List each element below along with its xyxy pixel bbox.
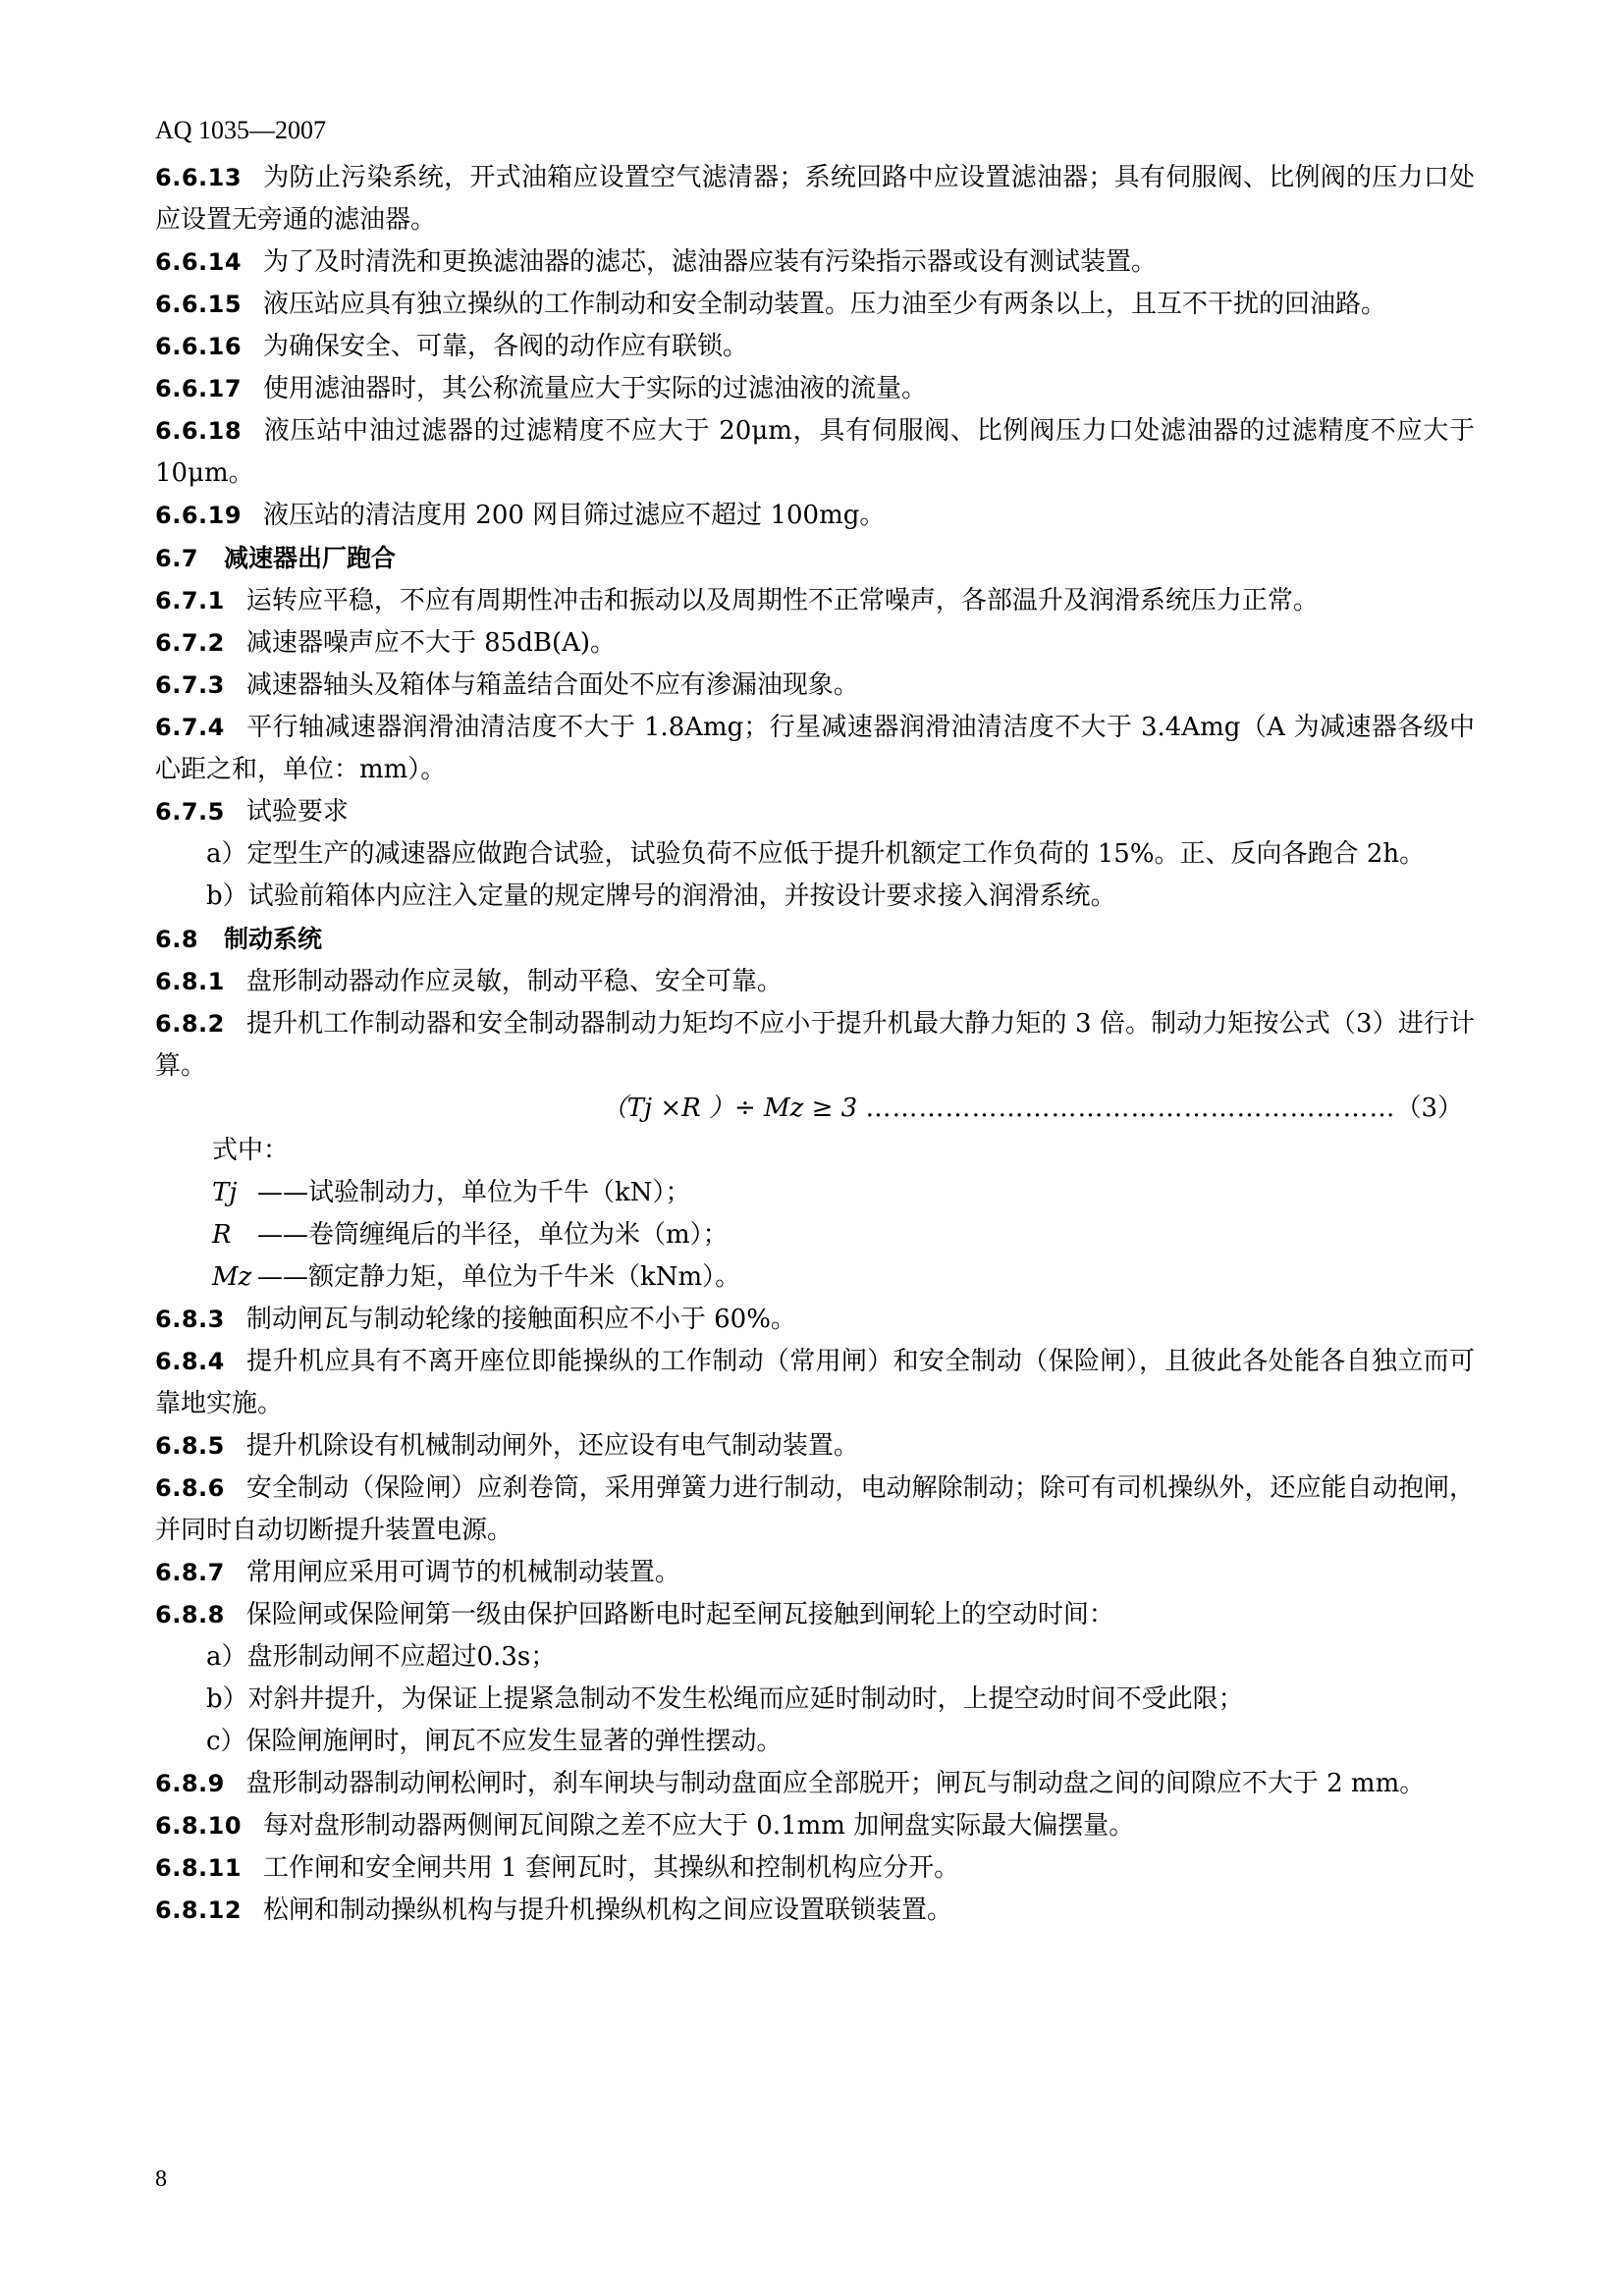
- clause-6-8-9: [155, 1763, 1475, 1805]
- clause-text: 工作闸和安全闸共用 1 套闸瓦时，其操纵和控制机构应分开。: [263, 1853, 960, 1883]
- clause-number: 6.8.9: [155, 1770, 225, 1797]
- section-title: 制动系统: [224, 925, 323, 953]
- clause-text: 平行轴减速器润滑油清洁度不大于 1.8Amg；行星减速器润滑油清洁度不大于 3.4Amg（A 为减速器各级中心距之和，单位：mm）。: [155, 713, 1475, 784]
- doc-header-code: AQ 1035—2007: [155, 116, 327, 144]
- section-number: 6.7: [155, 545, 199, 572]
- clause-text: 试验要求: [245, 797, 349, 827]
- clause-6-8-1: [155, 961, 1475, 1003]
- symbol-desc: ——额定静力矩，单位为千牛米（kNm）。: [257, 1262, 741, 1292]
- where-row-tj: [155, 1172, 1475, 1214]
- clause-6-6-17: [155, 368, 1475, 410]
- clause-6-6-15: [155, 284, 1475, 326]
- clause-number: 6.6.19: [155, 502, 243, 529]
- clause-number: 6.8.4: [155, 1348, 225, 1375]
- symbol-desc: ——试验制动力，单位为千牛（kN）；: [257, 1178, 691, 1207]
- clause-number: 6.8.2: [155, 1010, 225, 1038]
- clause-text: 安全制动（保险闸）应刹卷筒，采用弹簧力进行制动，电动解除制动；除可有司机操纵外，还应能自动抱闸，并同时自动切断提升装置电源。: [155, 1473, 1475, 1545]
- clause-text: 松闸和制动操纵机构与提升机操纵机构之间应设置联锁装置。: [263, 1896, 953, 1925]
- clause-number: 6.7.2: [155, 629, 225, 657]
- clause-number: 6.8.1: [155, 968, 225, 995]
- clause-6-8-11: [155, 1847, 1475, 1890]
- page-number: 8: [155, 2166, 167, 2192]
- clause-text: 减速器噪声应不大于 85dB(A)。: [245, 628, 617, 658]
- formula-3: [155, 1088, 1475, 1130]
- clause-number: 6.8.12: [155, 1896, 243, 1924]
- document-body: [155, 157, 1475, 1932]
- clause-text: 减速器轴头及箱体与箱盖结合面处不应有渗漏油现象。: [245, 670, 859, 700]
- clause-text: 常用闸应采用可调节的机械制动装置。: [245, 1558, 680, 1587]
- clause-6-8-6: [155, 1468, 1475, 1552]
- clause-6-8-8: [155, 1594, 1475, 1636]
- clause-6-6-16: [155, 326, 1475, 368]
- clause-text: 为了及时清洗和更换滤油器的滤芯，滤油器应装有污染指示器或设有测试装置。: [263, 247, 1158, 277]
- clause-text: 为确保安全、可靠，各阀的动作应有联锁。: [263, 332, 749, 361]
- clause-number: 6.8.5: [155, 1432, 225, 1460]
- sub-item-b: b）对斜井提升，为保证上提紧急制动不发生松绳而应延时制动时，上提空动时间不受此限；: [206, 1684, 1244, 1714]
- clause-text: 提升机应具有不离开座位即能操纵的工作制动（常用闸）和安全制动（保险闸），且彼此各处能各自独立而可靠地实施。: [155, 1347, 1475, 1418]
- clause-text: 使用滤油器时，其公称流量应大于实际的过滤油液的流量。: [263, 374, 928, 403]
- symbol: Tj: [212, 1178, 238, 1207]
- symbol: R: [212, 1220, 232, 1250]
- sub-item-b: b）试验前箱体内应注入定量的规定牌号的润滑油，并按设计要求接入润滑系统。: [206, 881, 1116, 911]
- clause-number: 6.8.11: [155, 1854, 243, 1882]
- clause-number: 6.6.15: [155, 291, 243, 318]
- clause-text: 液压站应具有独立操纵的工作制动和安全制动装置。压力油至少有两条以上，且互不干扰的回油路。: [263, 290, 1387, 319]
- clause-text: 提升机工作制动器和安全制动器制动力矩均不应小于提升机最大静力矩的 3 倍。制动力矩按公式（3）进行计算。: [155, 1009, 1475, 1081]
- clause-6-7-1: [155, 580, 1475, 622]
- formula-leader-dots: ……………………………………………………: [865, 1094, 1396, 1123]
- clause-number: 6.8.8: [155, 1601, 225, 1629]
- clause-6-8-12: [155, 1890, 1475, 1932]
- clause-6-7-5: [155, 791, 1475, 833]
- clause-text: 盘形制动器制动闸松闸时，刹车闸块与制动盘面应全部脱开；闸瓦与制动盘之间的间隙应不大于 2 mm。: [245, 1769, 1426, 1798]
- clause-6-6-14: [155, 241, 1475, 284]
- clause-text: 为防止污染系统，开式油箱应设置空气滤清器；系统回路中应设置滤油器；具有伺服阀、比例阀的压力口处应设置无旁通的滤油器。: [155, 163, 1475, 235]
- sub-item-c: c）保险闸施闸时，闸瓦不应发生显著的弹性摆动。: [206, 1727, 783, 1756]
- clause-number: 6.7.4: [155, 714, 225, 741]
- clause-number: 6.6.18: [155, 417, 243, 445]
- where-row-mz: [155, 1256, 1475, 1299]
- where-row-r: [155, 1214, 1475, 1256]
- clause-text: 保险闸或保险闸第一级由保护回路断电时起至闸瓦接触到闸轮上的空动时间：: [245, 1600, 1114, 1629]
- clause-6-8-7: [155, 1552, 1475, 1594]
- clause-number: 6.6.17: [155, 375, 243, 402]
- symbol: Mz: [212, 1262, 252, 1292]
- clause-number: 6.8.6: [155, 1474, 225, 1502]
- clause-number: 6.8.3: [155, 1306, 225, 1333]
- clause-6-7-2: [155, 622, 1475, 665]
- clause-6-6-13: [155, 157, 1475, 241]
- section-heading-6-8: [155, 918, 1475, 961]
- clause-6-7-3: [155, 665, 1475, 707]
- clause-number: 6.8.7: [155, 1559, 225, 1586]
- clause-text: 制动闸瓦与制动轮缘的接触面积应不小于 60%。: [245, 1305, 796, 1334]
- clause-text: 提升机除设有机械制动闸外，还应设有电气制动装置。: [245, 1431, 859, 1461]
- clause-number: 6.8.10: [155, 1812, 243, 1840]
- clause-number: 6.7.5: [155, 798, 225, 826]
- where-intro: 式中：: [212, 1136, 290, 1165]
- clause-number: 6.7.1: [155, 587, 225, 614]
- clause-6-6-19: [155, 495, 1475, 537]
- symbol-desc: ——卷筒缠绳后的半径，单位为米（m）；: [257, 1220, 729, 1250]
- section-heading-6-7: [155, 537, 1475, 580]
- clause-6-7-4: [155, 707, 1475, 791]
- clause-6-8-2: [155, 1003, 1475, 1088]
- clause-number: 6.6.16: [155, 333, 243, 360]
- clause-text: 液压站中油过滤器的过滤精度不应大于 20μm，具有伺服阀、比例阀压力口处滤油器的过滤精度不应大于 10μm。: [155, 416, 1475, 488]
- section-number: 6.8: [155, 926, 199, 953]
- sub-item-a: a）盘形制动闸不应超过0.3s；: [206, 1642, 557, 1672]
- clause-number: 6.6.14: [155, 248, 243, 276]
- clause-text: 液压站的清洁度用 200 网目筛过滤应不超过 100mg。: [263, 501, 886, 530]
- formula-expression: （Tj ×R ）÷ Mz ≥ 3: [601, 1094, 858, 1123]
- formula-label: （3）: [1395, 1094, 1463, 1123]
- clause-number: 6.6.13: [155, 164, 243, 191]
- clause-6-8-3: [155, 1299, 1475, 1341]
- clause-text: 每对盘形制动器两侧闸瓦间隙之差不应大于 0.1mm 加闸盘实际最大偏摆量。: [263, 1811, 1135, 1841]
- clause-text: 运转应平稳，不应有周期性冲击和振动以及周期性不正常噪声，各部温升及润滑系统压力正常。: [245, 586, 1319, 615]
- section-title: 减速器出厂跑合: [224, 544, 397, 572]
- sub-item-a: a）定型生产的减速器应做跑合试验，试验负荷不应低于提升机额定工作负荷的 15%。正、反向各跑合 2h。: [206, 839, 1426, 869]
- clause-6-6-18: [155, 410, 1475, 495]
- clause-number: 6.7.3: [155, 671, 225, 699]
- clause-6-8-5: [155, 1425, 1475, 1468]
- clause-6-8-4: [155, 1341, 1475, 1425]
- clause-6-8-10: [155, 1805, 1475, 1847]
- clause-text: 盘形制动器动作应灵敏，制动平稳、安全可靠。: [245, 967, 783, 996]
